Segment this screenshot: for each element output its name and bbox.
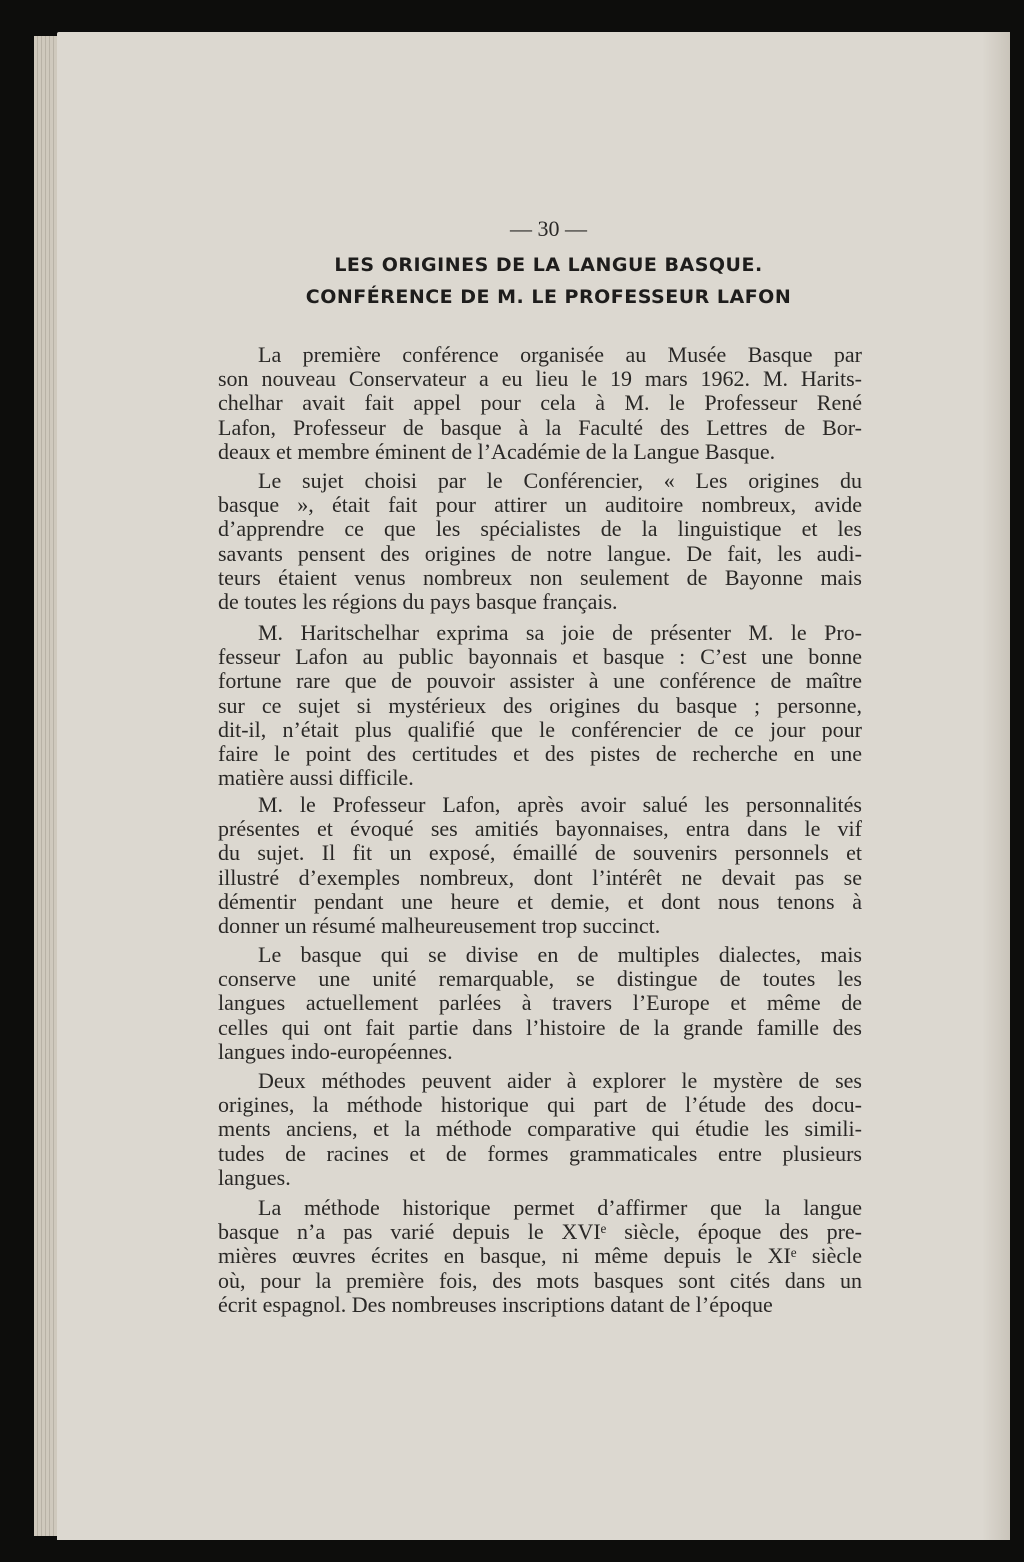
text-line: origines, la méthode historique qui part de l’étude des docu- bbox=[218, 1092, 862, 1118]
text-line: La méthode historique permet d’affirmer que la langue bbox=[258, 1195, 862, 1220]
text-line: tudes de racines et de formes grammaticales entre plusieurs bbox=[218, 1140, 862, 1166]
text-line: M. le Professeur Lafon, après avoir salué les personnalités bbox=[258, 792, 862, 817]
text-line: basque », était fait pour attirer un auditoire nombreux, avide bbox=[218, 492, 862, 518]
document-page bbox=[57, 32, 1010, 1540]
text-line: fesseur Lafon au public bayonnais et basque : C’est une bonne bbox=[218, 644, 862, 670]
text-line: sur ce sujet si mystérieux des origines du basque ; personne, bbox=[218, 692, 862, 718]
text-line: donner un résumé malheureusement trop succinct. bbox=[218, 913, 661, 938]
text-line: fortune rare que de pouvoir assister à une conférence de maître bbox=[218, 668, 862, 694]
text-line: présentes et évoqué ses amitiés bayonnaises, entra dans le vif bbox=[218, 816, 862, 842]
text-line: langues actuellement parlées à travers l’Europe et même de bbox=[218, 990, 862, 1016]
text-line: d’apprendre ce que les spécialistes de la linguistique et les bbox=[218, 516, 862, 542]
text-line: deaux et membre éminent de l’Académie de la Langue Basque. bbox=[218, 438, 776, 464]
text-line: celles qui ont fait partie dans l’histoire de la grande famille des bbox=[218, 1014, 862, 1040]
text-line: langues. bbox=[218, 1164, 291, 1190]
text-line: conserve une unité remarquable, se distingue de toutes les bbox=[218, 966, 862, 992]
text-line: matière aussi difficile. bbox=[218, 765, 414, 791]
text-line: La première conférence organisée au Musée Basque par bbox=[258, 342, 862, 367]
text-line: de toutes les régions du pays basque français. bbox=[218, 589, 618, 614]
text-line: Le sujet choisi par le Conférencier, « Les origines du bbox=[258, 468, 862, 493]
text-line: Deux méthodes peuvent aider à explorer le mystère de ses bbox=[258, 1068, 862, 1093]
text-line: Lafon, Professeur de basque à la Faculté des Lettres de Bor- bbox=[218, 414, 862, 440]
text-line: dit-il, n’était plus qualifié que le conférencier de ce jour pour bbox=[218, 716, 862, 742]
text-line: illustré d’exemples nombreux, dont l’intérêt ne devait pas se bbox=[218, 864, 862, 890]
text-line: langues indo-européennes. bbox=[218, 1038, 453, 1064]
text-line: mières œuvres écrites en basque, ni même depuis le XIᵉ siècle bbox=[218, 1243, 862, 1269]
text-line: écrit espagnol. Des nombreuses inscriptions datant de l’époque bbox=[218, 1291, 773, 1317]
text-line: Le basque qui se divise en de multiples dialectes, mais bbox=[258, 942, 862, 967]
text-line: savants pensent des origines de notre langue. De fait, les audi- bbox=[218, 540, 862, 566]
text-line: démentir pendant une heure et demie, et dont nous tenons à bbox=[218, 888, 862, 914]
text-line: ments anciens, et la méthode comparative qui étudie les simili- bbox=[218, 1116, 862, 1142]
article-title: LES ORIGINES DE LA LANGUE BASQUE. bbox=[334, 254, 763, 276]
text-line: où, pour la première fois, des mots basques sont cités dans un bbox=[218, 1267, 862, 1293]
text-line: basque n’a pas varié depuis le XVIᵉ siècle, époque des pre- bbox=[218, 1219, 862, 1245]
text-line: M. Haritschelhar exprima sa joie de présenter M. le Pro- bbox=[258, 620, 862, 645]
article-subtitle: CONFÉRENCE DE M. LE PROFESSEUR LAFON bbox=[305, 286, 792, 308]
text-line: chelhar avait fait appel pour cela à M. le Professeur René bbox=[218, 390, 862, 416]
page-number: — 30 — bbox=[510, 216, 587, 241]
text-line: du sujet. Il fit un exposé, émaillé de souvenirs personnels et bbox=[218, 840, 862, 866]
text-line: son nouveau Conservateur a eu lieu le 19 mars 1962. M. Harits- bbox=[218, 366, 862, 392]
text-line: teurs étaient venus nombreux non seulement de Bayonne mais bbox=[218, 564, 862, 590]
text-line: faire le point des certitudes et des pistes de recherche en une bbox=[218, 741, 862, 766]
